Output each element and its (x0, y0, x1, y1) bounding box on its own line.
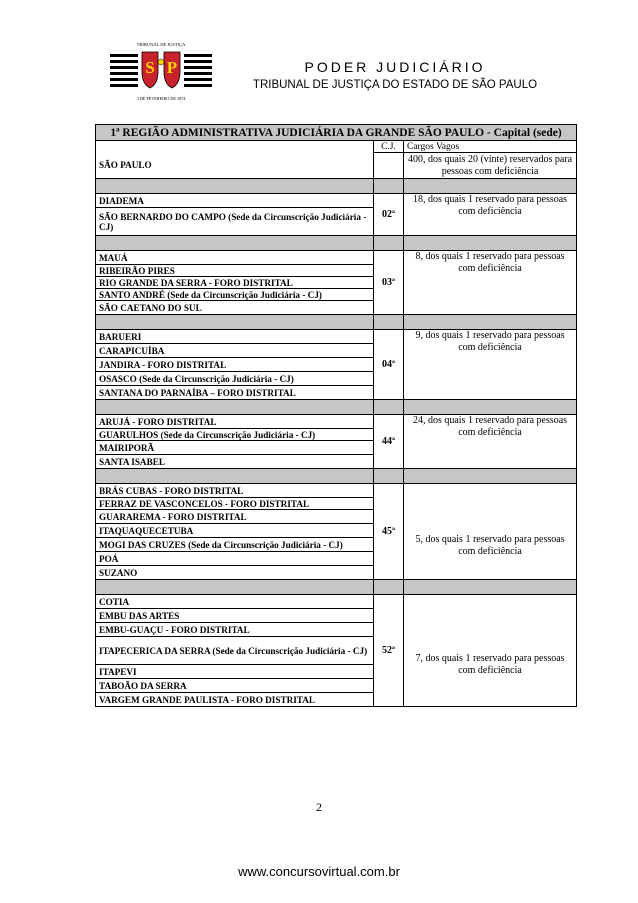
city-name: FERRAZ DE VASCONCELOS - FORO DISTRITAL (96, 498, 374, 510)
city-name: OSASCO (Sede da Circunscrição Judiciária - CJ) (96, 372, 374, 386)
cargos-vagos: 8, dos quais 1 reservado para pessoas com deficiência (404, 251, 577, 315)
cargos-vagos: 9, dos quais 1 reservado para pessoas com deficiência (404, 330, 577, 400)
city-name: ITAPECERICA DA SERRA (Sede da Circunscrição Judiciária - CJ) (96, 637, 374, 665)
city-name: BARUERI (96, 330, 374, 344)
column-header-cargos: Cargos Vagos (404, 141, 577, 153)
city-name: COTIA (96, 595, 374, 609)
table-row (96, 595, 577, 609)
separator-row (96, 469, 577, 484)
city-name: TABOÃO DA SERRA (96, 679, 374, 693)
city-name: MAIRIPORÃ (96, 441, 374, 455)
separator-row (96, 400, 577, 415)
city-name: SUZANO (96, 566, 374, 580)
table-row (96, 415, 577, 429)
city-name: JANDIRA - FORO DISTRITAL (96, 358, 374, 372)
city-name: ITAPEVI (96, 665, 374, 679)
city-name: EMBU-GUAÇU - FORO DISTRITAL (96, 623, 374, 637)
header-power: PODER JUDICIÁRIO (304, 59, 486, 75)
separator-row (96, 179, 577, 194)
city-name: SANTO ANDRÉ (Sede da Circunscrição Judiciária - CJ) (96, 289, 374, 301)
separator-row (96, 315, 577, 330)
cj-number: 52ª (374, 595, 404, 707)
city-name: EMBU DAS ARTES (96, 609, 374, 623)
footer-url: www.concursovirtual.com.br (238, 864, 400, 879)
city-name: ARUJÁ - FORO DISTRITAL (96, 415, 374, 429)
svg-text:S: S (145, 58, 155, 77)
city-name: RIBEIRÃO PIRES (96, 265, 374, 277)
city-name: SÃO BERNARDO DO CAMPO (Sede da Circunscrição Judiciária - CJ) (96, 208, 374, 236)
city-name: MAUÁ (96, 251, 374, 265)
cj-number: 45ª (374, 484, 404, 580)
vacancies-table (95, 124, 577, 707)
city-name: DIADEMA (96, 194, 374, 208)
cj-number: 03ª (374, 251, 404, 315)
cargos-vagos: 24, dos quais 1 reservado para pessoas com deficiência (404, 415, 577, 469)
table-row (96, 194, 577, 208)
city-name: VARGEM GRANDE PAULISTA - FORO DISTRITAL (96, 693, 374, 707)
city-name: GUARAREMA - FORO DISTRITAL (96, 510, 374, 524)
cargos-vagos: 18, dos quais 1 reservado para pessoas com deficiência (404, 194, 577, 236)
city-name: SANTANA DO PARNAÍBA – FORO DISTRITAL (96, 386, 374, 400)
header-court: TRIBUNAL DE JUSTIÇA DO ESTADO DE SÃO PAULO (252, 79, 538, 91)
cargos-vagos: 7, dos quais 1 reservado para pessoas com deficiência (404, 595, 577, 707)
svg-text:3 DE FEVEREIRO DE 1874: 3 DE FEVEREIRO DE 1874 (136, 96, 186, 101)
cj-number: 44ª (374, 415, 404, 469)
city-sao-paulo: SÃO PAULO (96, 153, 374, 179)
city-name: CARAPICUÍBA (96, 344, 374, 358)
svg-text:TRIBUNAL DE JUSTIÇA: TRIBUNAL DE JUSTIÇA (136, 42, 186, 47)
column-header-cj: C.J. (374, 141, 404, 153)
city-name: MOGI DAS CRUZES (Sede da Circunscrição Judiciária - CJ) (96, 538, 374, 552)
table-row (96, 484, 577, 498)
table-row (96, 330, 577, 344)
city-name: BRÁS CUBAS - FORO DISTRITAL (96, 484, 374, 498)
city-name: RIO GRANDE DA SERRA - FORO DISTRITAL (96, 277, 374, 289)
city-name: SÃO CAETANO DO SUL (96, 301, 374, 315)
separator-row (96, 580, 577, 595)
separator-row (96, 236, 577, 251)
cj-number: 04ª (374, 330, 404, 400)
page-number: 2 (316, 800, 322, 814)
cargos-vagos: 5, dos quais 1 reservado para pessoas com deficiência (404, 484, 577, 580)
city-name: SANTA ISABEL (96, 455, 374, 469)
tjsp-logo (108, 40, 214, 102)
cj-number: 02ª (374, 194, 404, 236)
table-title: 1ª REGIÃO ADMINISTRATIVA JUDICIÁRIA DA GRANDE SÃO PAULO - Capital (sede) (96, 125, 577, 141)
svg-text:P: P (166, 58, 178, 77)
city-name: ITAQUAQUECETUBA (96, 524, 374, 538)
city-name: GUARULHOS (Sede da Circunscrição Judiciária - CJ) (96, 429, 374, 441)
city-name: POÁ (96, 552, 374, 566)
sp-cargos: 400, dos quais 20 (vinte) reservados para pessoas com deficiência (404, 153, 577, 179)
table-row (96, 251, 577, 265)
